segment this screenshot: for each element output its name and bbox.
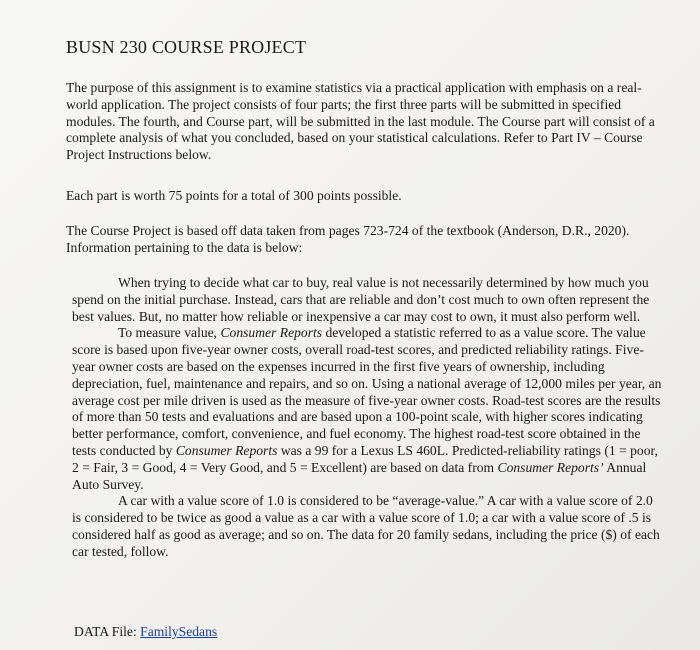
page-title: BUSN 230 COURSE PROJECT xyxy=(66,37,307,57)
consumer-reports-title: Consumer Reports’ xyxy=(497,459,604,475)
family-sedans-link[interactable]: FamilySedans xyxy=(140,624,218,639)
data-file-line xyxy=(74,624,217,641)
excerpt-paragraph-1: When trying to decide what car to buy, real value is not necessarily determined by how much you spend on the initial purchase. Instead, cars that are reliable and don’t cost much to own often represent the best values. But, no matter how reliable or inexpensive a car may cost to own, it must also perform well. xyxy=(72,275,650,324)
intro-paragraph: The purpose of this assignment is to examine statistics via a practical application with emphasis on a real-world application. The project consists of four parts; the first three parts will be submitted in specified modules. The fourth, and Course part, will be submitted in the last module. The Course part will consist of a complete analysis of what you concluded, based on your statistical calculations. Refer to Part IV – Course Project Instructions below. xyxy=(66,80,655,163)
points-paragraph: Each part is worth 75 points for a total of 300 points possible. xyxy=(66,188,402,203)
excerpt-paragraph-3: A car with a value score of 1.0 is considered to be “average-value.” A car with a value score of 2.0 is considered to be twice as good a value as a car with a value score of 1.0; a car with a value score of .5 is considered half as good as average; and so on. The data for 20 family sedans, including the price ($) of each car tested, follow. xyxy=(72,493,660,559)
source-paragraph: The Course Project is based off data taken from pages 723-724 of the textbook (Anderson, D.R., 2020). Information pertaining to the data is below: xyxy=(66,223,630,255)
consumer-reports-title: Consumer Reports xyxy=(175,442,278,458)
consumer-reports-title: Consumer Reports xyxy=(220,325,323,341)
excerpt-paragraph-2: To measure value, Consumer Reports developed a statistic referred to as a value score. The value score is based upon five-year owner costs, overall road-test scores, and predicted reliability ratings. Five-year owner costs are based on the expenses incurred in the first five years of ownership, including depreciation, fuel, maintenance and repairs, and so on. Using a national average of 12,000 miles per year, an average cost per mile driven is used as the measure of five-year owner costs. Road-test scores are the results of more than 50 tests and evaluations and are based upon a 100-point scale, with higher scores indicating better performance, comfort, convenience, and fuel economy. The highest road-test score obtained in the tests conducted by Consumer Reports was a 99 for a Lexus LS 460L. Predicted-reliability ratings (1 = poor, 2 = Fair, 3 = Good, 4 = Very Good, and 5 = Excellent) are based on data from Consumer Reports’ Annual Auto Survey. xyxy=(72,325,662,492)
textbook-excerpt xyxy=(72,275,662,561)
data-file-label: DATA File: xyxy=(74,624,137,639)
